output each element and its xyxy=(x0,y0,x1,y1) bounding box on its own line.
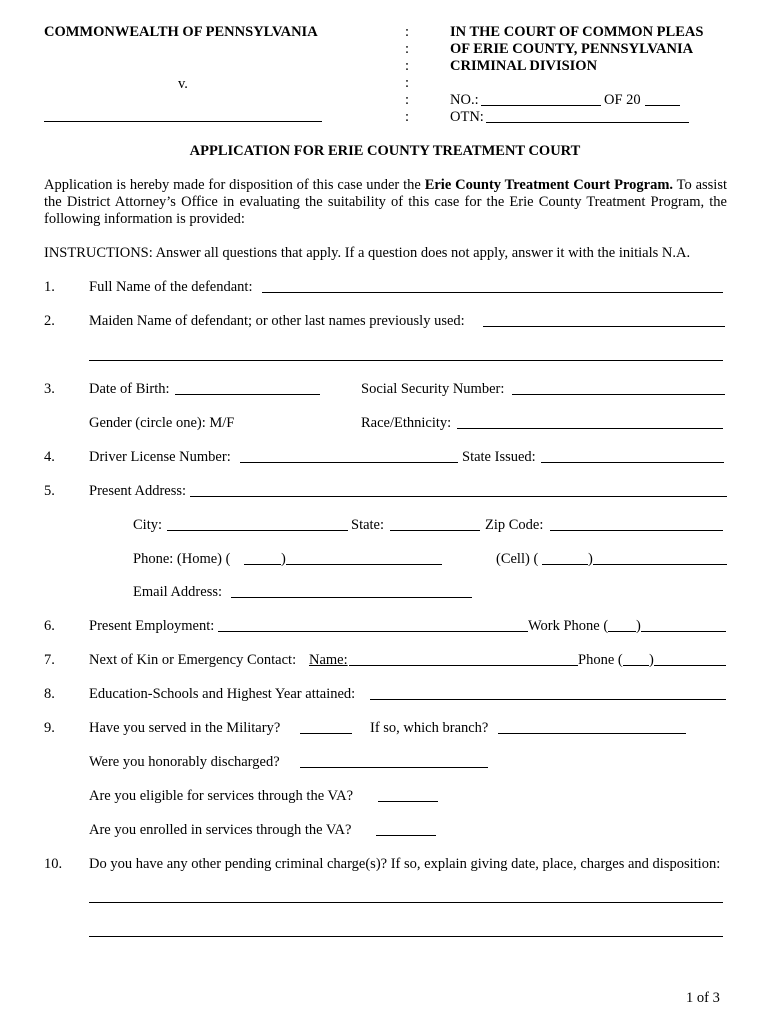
contact-phone-paren: ) xyxy=(649,652,654,668)
item-number: 4. xyxy=(44,449,55,465)
otn-label: OTN: xyxy=(450,109,484,125)
state-issued-label: State Issued: xyxy=(462,449,536,465)
home-phone-paren: ) xyxy=(281,551,286,567)
item-number: 7. xyxy=(44,652,55,668)
contact-name-label: Name: xyxy=(309,652,348,668)
item-number: 9. xyxy=(44,720,55,736)
military-label: Have you served in the Military? xyxy=(89,720,281,736)
form-title: APPLICATION FOR ERIE COUNTY TREATMENT COURT xyxy=(189,143,581,159)
caption-left-title: COMMONWEALTH OF PENNSYLVANIA xyxy=(44,24,318,40)
home-phone-field[interactable] xyxy=(286,564,442,565)
zip-field[interactable] xyxy=(550,530,723,531)
maiden-name-field[interactable] xyxy=(483,326,725,327)
honorable-discharge-label: Were you honorably discharged? xyxy=(89,754,280,770)
item-number: 6. xyxy=(44,618,55,634)
home-area-code-field[interactable] xyxy=(244,564,281,565)
city-label: City: xyxy=(133,517,163,533)
va-enrolled-label: Are you enrolled in services through the VA? xyxy=(89,822,352,838)
caption-colon: : xyxy=(405,24,410,40)
court-name-line1: IN THE COURT OF COMMON PLEAS xyxy=(450,24,704,40)
pending-charges-field-cont[interactable] xyxy=(89,936,723,937)
employment-label: Present Employment: xyxy=(89,618,215,634)
education-label: Education-Schools and Highest Year attained: xyxy=(89,686,356,702)
branch-label: If so, which branch? xyxy=(370,720,489,736)
email-field[interactable] xyxy=(231,597,472,598)
pending-charges-field[interactable] xyxy=(89,902,723,903)
va-eligible-label: Are you eligible for services through the VA? xyxy=(89,788,354,804)
license-label: Driver License Number: xyxy=(89,449,231,465)
full-name-field[interactable] xyxy=(262,292,723,293)
contact-phone-label: Phone ( xyxy=(578,652,623,668)
page-number: 1 of 3 xyxy=(686,990,720,1006)
case-year-label: OF 20 xyxy=(604,92,641,108)
cell-area-code-field[interactable] xyxy=(542,564,588,565)
next-of-kin-label: Next of Kin or Emergency Contact: xyxy=(89,652,297,668)
va-enrolled-field[interactable] xyxy=(376,835,436,836)
zip-label: Zip Code: xyxy=(485,517,544,533)
home-phone-label: Phone: (Home) ( xyxy=(133,551,231,567)
pending-charges-label: Do you have any other pending criminal charge(s)? If so, explain giving date, place, charges and disposition: xyxy=(89,856,721,872)
email-label: Email Address: xyxy=(133,584,223,600)
maiden-name-field-cont[interactable] xyxy=(89,360,723,361)
intro-paragraph xyxy=(44,177,727,228)
caption-colon: : xyxy=(405,109,410,125)
state-field[interactable] xyxy=(390,530,480,531)
dob-label: Date of Birth: xyxy=(89,381,170,397)
cell-phone-paren: ) xyxy=(588,551,593,567)
item-number: 8. xyxy=(44,686,55,702)
branch-field[interactable] xyxy=(498,733,686,734)
cell-phone-label: (Cell) ( xyxy=(496,551,539,567)
defendant-name-line[interactable] xyxy=(44,121,322,122)
instructions: INSTRUCTIONS: Answer all questions that apply. If a question does not apply, answer it with the initials N.A. xyxy=(44,245,691,261)
otn-field[interactable] xyxy=(486,122,689,123)
item-number: 1. xyxy=(44,279,55,295)
work-phone-label: Work Phone ( xyxy=(528,618,609,634)
license-field[interactable] xyxy=(240,462,458,463)
court-name-line2: OF ERIE COUNTY, PENNSYLVANIA xyxy=(450,41,694,57)
intro-text-start: Application is hereby made for disposition of this case under the xyxy=(44,177,425,193)
item-number: 3. xyxy=(44,381,55,397)
caption-versus: v. xyxy=(178,76,188,92)
intro-text-end: To assist the District Attorney’s Office in evaluating the suitability of this case for the Erie County Treatment Program, the following information is provided: xyxy=(44,177,728,227)
address-field[interactable] xyxy=(190,496,727,497)
full-name-label: Full Name of the defendant: xyxy=(89,279,253,295)
intro-program-name: Erie County Treatment Court Program. xyxy=(424,177,674,193)
caption-colon: : xyxy=(405,75,410,91)
item-number: 10. xyxy=(44,856,63,872)
state-issued-field[interactable] xyxy=(541,462,724,463)
ssn-field[interactable] xyxy=(512,394,725,395)
dob-field[interactable] xyxy=(175,394,320,395)
va-eligible-field[interactable] xyxy=(378,801,438,802)
state-label: State: xyxy=(351,517,385,533)
gender-label[interactable]: Gender (circle one): M/F xyxy=(89,415,235,431)
education-field[interactable] xyxy=(370,699,726,700)
race-label: Race/Ethnicity: xyxy=(361,415,452,431)
cell-phone-field[interactable] xyxy=(593,564,727,565)
contact-name-field[interactable] xyxy=(349,665,726,666)
case-number-label: NO.: xyxy=(450,92,479,108)
case-number-field[interactable] xyxy=(481,105,601,106)
work-phone-paren: ) xyxy=(636,618,641,634)
address-label: Present Address: xyxy=(89,483,187,499)
court-division: CRIMINAL DIVISION xyxy=(450,58,598,74)
city-field[interactable] xyxy=(167,530,348,531)
caption-colon: : xyxy=(405,58,410,74)
item-number: 2. xyxy=(44,313,55,329)
employment-field[interactable] xyxy=(218,631,726,632)
caption-colon: : xyxy=(405,41,410,57)
race-field[interactable] xyxy=(457,428,723,429)
item-number: 5. xyxy=(44,483,55,499)
maiden-name-label: Maiden Name of defendant; or other last names previously used: xyxy=(89,313,465,329)
case-year-field[interactable] xyxy=(645,105,680,106)
ssn-label: Social Security Number: xyxy=(361,381,505,397)
military-field[interactable] xyxy=(300,733,352,734)
honorable-discharge-field[interactable] xyxy=(300,767,488,768)
caption-colon: : xyxy=(405,92,410,108)
